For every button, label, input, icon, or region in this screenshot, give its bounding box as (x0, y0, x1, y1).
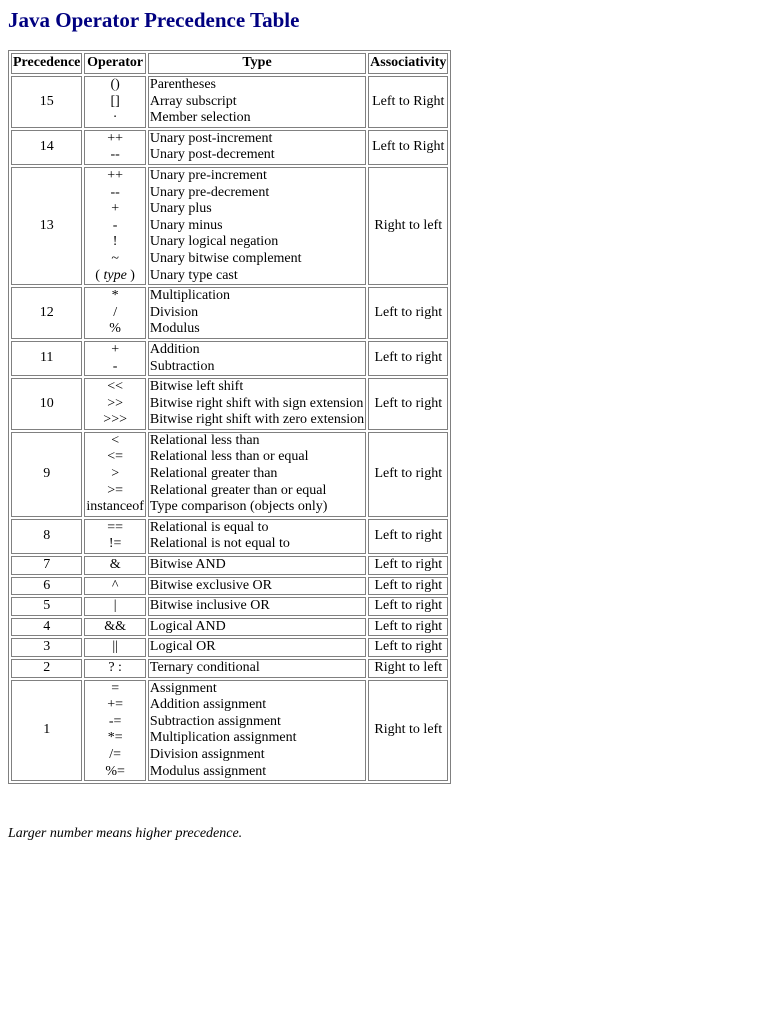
operator-symbol: %= (105, 763, 125, 779)
operator-symbol: -- (110, 184, 120, 200)
type-description: Relational less than (149, 432, 260, 448)
precedence-cell: 8 (11, 519, 82, 554)
associativity-cell: Left to right (368, 378, 448, 430)
operator-cell (84, 130, 146, 165)
operator-cell (84, 167, 146, 285)
type-description: Bitwise AND (149, 557, 226, 573)
table-header-row (11, 53, 448, 74)
operator-symbol: ( type ) (95, 267, 135, 283)
operator-symbol: <= (107, 449, 124, 465)
operator-symbol: instanceof (86, 499, 144, 515)
type-description: Relational greater than or equal (149, 482, 327, 498)
type-description: Multiplication assignment (149, 730, 297, 746)
associativity-cell: Right to left (368, 680, 448, 782)
precedence-cell: 5 (11, 597, 82, 616)
table-row (11, 659, 448, 678)
operator-symbol: << (107, 379, 124, 395)
type-cell (148, 341, 366, 376)
type-cell (148, 577, 366, 596)
header-associativity: Associativity (368, 53, 448, 74)
type-cell (148, 659, 366, 678)
operator-symbol: || (112, 639, 118, 655)
associativity-cell: Left to right (368, 287, 448, 339)
precedence-table (8, 50, 451, 784)
type-description: Unary post-increment (149, 130, 273, 146)
type-description: Multiplication (149, 288, 231, 304)
operator-symbol: ? : (108, 660, 122, 675)
type-description: Bitwise exclusive OR (149, 577, 273, 593)
operator-symbol: ^ (111, 577, 119, 593)
type-description: Bitwise right shift with sign extension (149, 395, 364, 411)
associativity-cell: Right to left (368, 659, 448, 678)
type-description: Bitwise right shift with zero extension (149, 412, 365, 428)
type-cell (148, 378, 366, 430)
table-row (11, 76, 448, 128)
operator-symbol: & (109, 557, 121, 573)
operator-cell (84, 618, 146, 637)
footnote: Larger number means higher precedence. (8, 826, 243, 841)
associativity-cell: Right to left (368, 167, 448, 285)
precedence-cell: 7 (11, 556, 82, 575)
operator-cell (84, 519, 146, 554)
operator-cell (84, 432, 146, 517)
operator-symbol: >= (107, 482, 124, 498)
page-title: Java Operator Precedence Table (8, 8, 300, 32)
type-cell (148, 432, 366, 517)
associativity-cell: Left to right (368, 577, 448, 596)
operator-symbol: += (107, 697, 124, 713)
table-row (11, 341, 448, 376)
operator-cell (84, 659, 146, 678)
type-description: Parentheses (149, 77, 216, 92)
operator-symbol: | (113, 598, 117, 614)
operator-cell (84, 680, 146, 782)
table-row (11, 287, 448, 339)
precedence-cell: 14 (11, 130, 82, 165)
precedence-cell: 6 (11, 577, 82, 596)
type-description: Bitwise inclusive OR (149, 598, 270, 614)
operator-symbol: + (111, 341, 120, 357)
operator-symbol: ~ (111, 250, 119, 266)
associativity-cell: Left to right (368, 432, 448, 517)
precedence-cell: 13 (11, 167, 82, 285)
type-description: Subtraction (149, 358, 215, 374)
operator-symbol: ! (112, 234, 118, 250)
header-precedence: Precedence (11, 53, 82, 74)
table-row (11, 618, 448, 637)
type-description: Logical AND (149, 618, 226, 634)
type-description: Logical OR (149, 639, 216, 655)
type-description: Division (149, 304, 199, 320)
type-description: Unary post-decrement (149, 147, 275, 163)
table-row (11, 130, 448, 165)
operator-cell (84, 341, 146, 376)
precedence-cell: 11 (11, 341, 82, 376)
type-cell (148, 519, 366, 554)
precedence-cell: 12 (11, 287, 82, 339)
type-cell (148, 76, 366, 128)
operator-symbol: == (107, 519, 124, 535)
operator-cell (84, 287, 146, 339)
operator-cell (84, 597, 146, 616)
operator-cell (84, 577, 146, 596)
associativity-cell: Left to Right (368, 130, 448, 165)
associativity-cell: Left to right (368, 618, 448, 637)
operator-symbol: + (111, 201, 120, 217)
header-type: Type (148, 53, 366, 74)
type-description: Relational is equal to (149, 519, 269, 535)
type-description: Modulus (149, 321, 200, 337)
associativity-cell: Left to right (368, 519, 448, 554)
precedence-cell: 9 (11, 432, 82, 517)
operator-symbol: () (110, 77, 120, 92)
associativity-cell: Left to right (368, 556, 448, 575)
operator-symbol: > (111, 466, 120, 482)
type-description: Subtraction assignment (149, 713, 281, 729)
operator-symbol: ++ (107, 130, 124, 146)
header-operator: Operator (84, 53, 146, 74)
type-description: Unary type cast (149, 267, 238, 283)
operator-symbol: && (104, 618, 127, 634)
type-description: Unary pre-increment (149, 167, 267, 183)
operator-symbol: *= (107, 730, 123, 746)
type-description: Unary minus (149, 217, 223, 233)
type-description: Array subscript (149, 93, 237, 109)
type-description: Bitwise left shift (149, 379, 244, 395)
type-description: Modulus assignment (149, 763, 267, 779)
type-description: Unary logical negation (149, 234, 279, 250)
type-description: Relational less than or equal (149, 449, 309, 465)
operator-symbol: · (112, 110, 118, 126)
associativity-cell: Left to Right (368, 76, 448, 128)
precedence-cell: 3 (11, 638, 82, 657)
type-description: Ternary conditional (149, 660, 260, 675)
table-row (11, 680, 448, 782)
type-description: Relational greater than (149, 466, 278, 482)
operator-symbol: ++ (107, 167, 124, 183)
type-description: Unary bitwise complement (149, 250, 302, 266)
type-cell (148, 287, 366, 339)
operator-symbol: / (113, 304, 118, 320)
operator-symbol: >>> (103, 412, 127, 428)
table-row (11, 519, 448, 554)
type-description: Member selection (149, 110, 251, 126)
type-description: Addition (149, 341, 200, 357)
type-cell (148, 618, 366, 637)
operator-symbol: -= (108, 713, 122, 729)
associativity-cell: Left to right (368, 638, 448, 657)
precedence-cell: 1 (11, 680, 82, 782)
operator-symbol: - (112, 217, 118, 233)
table-row (11, 378, 448, 430)
precedence-cell: 2 (11, 659, 82, 678)
type-cell (148, 556, 366, 575)
operator-symbol: < (111, 432, 120, 448)
type-cell (148, 680, 366, 782)
operator-symbol: [] (110, 93, 120, 109)
precedence-cell: 10 (11, 378, 82, 430)
type-cell (148, 130, 366, 165)
operator-symbol: * (111, 288, 119, 304)
operator-symbol: != (108, 536, 122, 552)
type-cell (148, 597, 366, 616)
operator-symbol: >> (107, 395, 124, 411)
type-cell (148, 638, 366, 657)
operator-cell (84, 638, 146, 657)
type-description: Type comparison (objects only) (149, 499, 328, 515)
operator-cell (84, 76, 146, 128)
table-row (11, 577, 448, 596)
type-cell (148, 167, 366, 285)
associativity-cell: Left to right (368, 341, 448, 376)
type-description: Relational is not equal to (149, 536, 290, 552)
operator-symbol: -- (110, 147, 120, 163)
type-description: Assignment (149, 680, 217, 696)
operator-symbol: % (109, 321, 121, 337)
precedence-cell: 4 (11, 618, 82, 637)
operator-symbol: = (111, 680, 120, 696)
precedence-cell: 15 (11, 76, 82, 128)
operator-cell (84, 378, 146, 430)
table-row (11, 597, 448, 616)
type-description: Unary plus (149, 201, 212, 217)
operator-symbol: /= (109, 746, 122, 762)
table-row (11, 556, 448, 575)
type-description: Addition assignment (149, 697, 267, 713)
type-placeholder: type (103, 267, 127, 283)
operator-symbol: - (112, 358, 118, 374)
associativity-cell: Left to right (368, 597, 448, 616)
type-description: Division assignment (149, 746, 265, 762)
table-row (11, 167, 448, 285)
type-description: Unary pre-decrement (149, 184, 270, 200)
table-row (11, 638, 448, 657)
table-body (11, 76, 448, 781)
table-row (11, 432, 448, 517)
operator-cell (84, 556, 146, 575)
